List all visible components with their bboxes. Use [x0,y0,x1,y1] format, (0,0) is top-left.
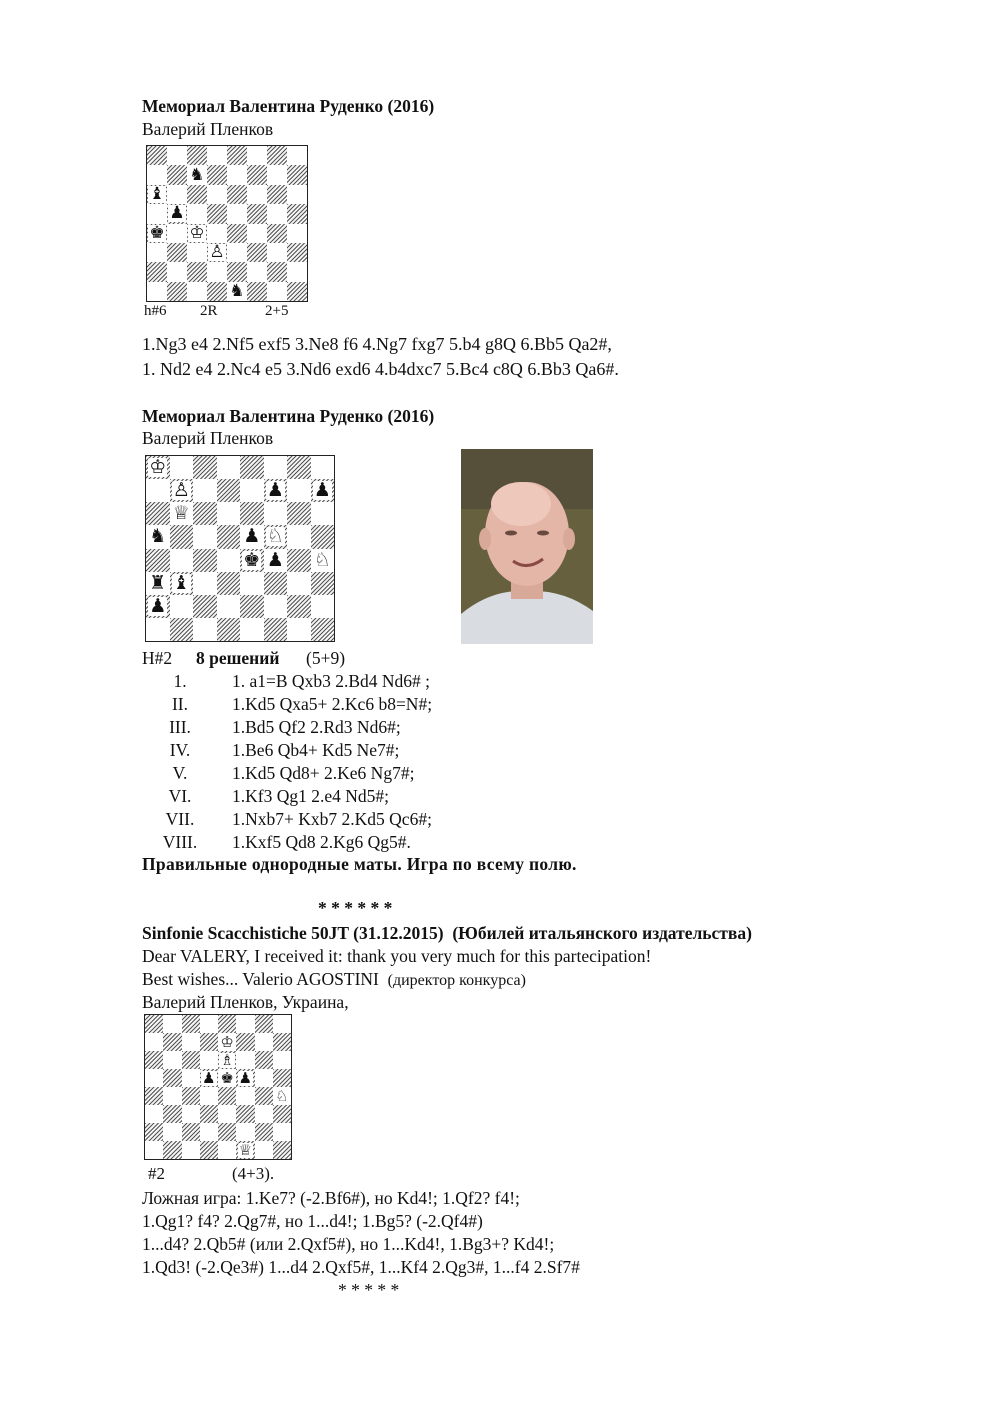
board-square-c2 [182,1123,200,1141]
board-square-h1 [311,618,335,641]
board-square-e1 [240,618,264,641]
board-square-h7 [311,479,335,502]
board-square-c5 [193,525,217,548]
chess-piece-b3: ♝ [172,571,190,594]
problem3-analysis-line-2: 1.Qg1? f4? 2.Qg7#, но 1...d4!; 1.Bg5? (-2.Qf4#) [142,1211,483,1231]
board-square-e3 [218,1105,236,1123]
board-square-b1 [170,618,194,641]
board-square-f1 [264,618,288,641]
board-square-f5 [236,1069,254,1087]
chess-piece-b5: ♟ [169,204,185,224]
problem1-author: Валерий Пленков [142,119,274,139]
chess-diagram-1 [146,145,308,302]
board-square-e6 [227,185,247,204]
board-square-h3 [311,572,335,595]
solution-number: III. [169,717,191,737]
board-square-d6 [217,502,241,525]
board-square-g5 [287,525,311,548]
board-square-h8 [273,1015,291,1033]
board-square-c4 [182,1087,200,1105]
board-square-c8 [193,456,217,479]
board-square-h5 [273,1069,291,1087]
board-square-a8 [147,146,167,165]
board-square-g5 [267,204,287,223]
board-square-b4 [170,549,194,572]
board-square-a8 [146,456,170,479]
board-square-a5 [147,204,167,223]
problem3-title [142,922,752,944]
board-square-d7 [217,479,241,502]
solution-text: 1.Kd5 Qd8+ 2.Ke6 Ng7#; [232,763,415,783]
board-square-b2 [167,262,187,281]
board-square-d3 [207,243,227,262]
problem3-title-note: (Юбилей итальянского издательства) [452,923,752,943]
board-square-a5 [145,1069,163,1087]
board-square-f3 [247,243,267,262]
board-square-h7 [287,165,307,184]
problem3-analysis-line-3: 1...d4? 2.Qb5# (или 2.Qxf5#), но 1...Kd4!, 1.Bg3+? Kd4!; [142,1234,555,1254]
board-square-h5 [287,204,307,223]
board-square-a4 [146,549,170,572]
solution-text: 1.Bd5 Qf2 2.Rd3 Nd6#; [232,717,401,737]
problem2-stipulation: H#2 [142,648,173,668]
board-square-d5 [200,1069,218,1087]
board-square-f5 [247,204,267,223]
problem3-author: Валерий Пленков, Украина, [142,992,349,1012]
chess-diagram-2 [145,455,335,642]
solution-number: IV. [169,740,191,760]
chess-piece-d5: ♟ [202,1069,216,1087]
board-square-g2 [287,595,311,618]
chess-piece-e7: ♔ [220,1033,234,1051]
board-square-e1 [227,282,247,301]
board-square-h3 [273,1105,291,1123]
board-square-c8 [182,1015,200,1033]
board-square-e4 [218,1087,236,1105]
board-square-d4 [200,1087,218,1105]
board-square-d2 [200,1123,218,1141]
board-square-b6 [167,185,187,204]
board-square-h6 [287,185,307,204]
board-square-a3 [146,572,170,595]
board-square-e5 [240,525,264,548]
board-square-e7 [240,479,264,502]
board-square-b3 [163,1105,181,1123]
solution-text: 1.Kxf5 Qd8 2.Kg6 Qg5#. [232,832,411,852]
board-square-h3 [287,243,307,262]
board-square-e8 [218,1015,236,1033]
board-square-h4 [311,549,335,572]
board-square-h1 [287,282,307,301]
solution-number: V. [172,763,188,783]
board-square-b7 [163,1033,181,1051]
board-square-e8 [227,146,247,165]
chess-piece-e6: ♗ [220,1051,234,1069]
board-square-c5 [187,204,207,223]
board-square-a1 [145,1141,163,1159]
board-square-f8 [264,456,288,479]
chess-piece-a4: ♚ [149,223,165,243]
board-square-f2 [264,595,288,618]
chess-piece-h4: ♘ [313,548,331,571]
board-square-e7 [218,1033,236,1051]
chess-piece-c7: ♞ [189,165,205,185]
board-square-c3 [193,572,217,595]
board-square-d1 [207,282,227,301]
problem2-solutions-count: 8 решений [196,648,280,668]
board-square-c2 [187,262,207,281]
chess-piece-f7: ♟ [266,479,284,502]
solution-number: VI. [168,786,192,806]
board-square-e4 [240,549,264,572]
board-square-c1 [193,618,217,641]
board-square-c5 [182,1069,200,1087]
solution-number: II. [171,694,189,714]
problem1-solution-line-1: 1.Ng3 e4 2.Nf5 exf5 3.Ne8 f6 4.Ng7 fxg7 5.b4 g8Q 6.Bb5 Qa2#, [142,334,612,354]
board-square-g7 [287,479,311,502]
chess-piece-b7: ♙ [172,479,190,502]
board-square-a1 [147,282,167,301]
chess-piece-a2: ♟ [149,594,167,617]
board-square-g8 [267,146,287,165]
author-portrait-image [461,449,593,644]
chess-diagram-3 [144,1014,292,1160]
board-square-d3 [217,572,241,595]
board-square-f4 [264,549,288,572]
board-square-d1 [217,618,241,641]
solution-text: 1.Kf3 Qg1 2.e4 Nd5#; [232,786,389,806]
problem3-letter-signature: Best wishes... Valerio AGOSTINI [142,969,379,989]
problem3-stipulation: #2 [148,1164,165,1183]
board-square-c4 [187,224,207,243]
board-square-a2 [146,595,170,618]
board-square-c4 [193,549,217,572]
board-square-f2 [247,262,267,281]
board-square-a7 [147,165,167,184]
board-square-d4 [207,224,227,243]
board-square-d7 [200,1033,218,1051]
board-square-b2 [163,1123,181,1141]
board-square-b8 [167,146,187,165]
board-square-b3 [167,243,187,262]
board-square-g6 [255,1051,273,1069]
problem1-stipulation: h#6 [144,303,167,319]
board-square-c3 [182,1105,200,1123]
board-square-d8 [217,456,241,479]
board-square-g3 [267,243,287,262]
board-square-f7 [247,165,267,184]
board-square-e2 [227,262,247,281]
board-square-a2 [145,1123,163,1141]
problem3-letter-line-2 [142,968,526,992]
chess-piece-f1: ♕ [238,1141,253,1159]
board-square-a8 [145,1015,163,1033]
board-square-d6 [200,1051,218,1069]
board-square-f1 [247,282,267,301]
board-square-f3 [236,1105,254,1123]
board-square-g3 [255,1105,273,1123]
board-square-d8 [207,146,227,165]
board-square-e6 [240,502,264,525]
board-square-a7 [146,479,170,502]
board-square-g4 [287,549,311,572]
board-square-e7 [227,165,247,184]
board-square-g5 [255,1069,273,1087]
board-square-b5 [167,204,187,223]
problem2-note: Правильные однородные маты. Игра по всему полю. [142,854,577,874]
problem3-analysis-line-1: Ложная игра: 1.Ke7? (-2.Bf6#), но Kd4!; 1.Qf2? f4!; [142,1188,520,1208]
board-square-d5 [217,525,241,548]
chess-piece-a5: ♞ [149,525,167,548]
board-square-b2 [170,595,194,618]
board-square-c6 [193,502,217,525]
board-square-f7 [264,479,288,502]
board-square-b1 [163,1141,181,1159]
board-square-h2 [311,595,335,618]
board-square-b3 [170,572,194,595]
chess-piece-a6: ♝ [149,184,165,204]
board-square-e5 [218,1069,236,1087]
board-square-g1 [287,618,311,641]
problem2-piece-count: (5+9) [306,648,346,668]
board-square-a5 [146,525,170,548]
board-square-b7 [170,479,194,502]
author-photo [461,449,593,644]
board-square-b1 [167,282,187,301]
board-square-c3 [187,243,207,262]
solution-number: 1. [173,671,187,691]
board-square-g6 [287,502,311,525]
board-square-d1 [200,1141,218,1159]
board-square-c8 [187,146,207,165]
board-square-a6 [146,502,170,525]
board-square-h4 [273,1087,291,1105]
board-square-c2 [193,595,217,618]
board-square-g8 [255,1015,273,1033]
problem3-piece-count: (4+3). [232,1164,275,1183]
board-square-a6 [147,185,167,204]
board-square-d8 [200,1015,218,1033]
board-square-h4 [287,224,307,243]
board-square-c6 [187,185,207,204]
board-square-b5 [170,525,194,548]
board-square-d7 [207,165,227,184]
board-square-a4 [147,224,167,243]
board-square-g1 [267,282,287,301]
board-square-h2 [287,262,307,281]
board-square-f7 [236,1033,254,1051]
board-square-c7 [182,1033,200,1051]
chess-piece-e5: ♚ [220,1069,234,1087]
board-square-h2 [273,1123,291,1141]
board-square-f6 [264,502,288,525]
board-square-g2 [267,262,287,281]
board-square-g8 [287,456,311,479]
problem1-solution-line-2: 1. Nd2 e4 2.Nc4 e5 3.Nd6 exd6 4.b4dxc7 5.Bc4 c8Q 6.Bb3 Qa6#. [142,359,619,379]
board-square-c6 [182,1051,200,1069]
chess-piece-c4: ♔ [189,223,205,243]
board-square-b5 [163,1069,181,1087]
board-square-e4 [227,224,247,243]
board-square-g3 [287,572,311,595]
board-square-e2 [218,1123,236,1141]
board-square-g4 [267,224,287,243]
chess-piece-a3: ♜ [149,571,167,594]
board-square-e2 [240,595,264,618]
board-square-g1 [255,1141,273,1159]
board-square-g2 [255,1123,273,1141]
board-square-d2 [217,595,241,618]
board-square-e8 [240,456,264,479]
problem2-author: Валерий Пленков [142,428,274,448]
board-square-d3 [200,1105,218,1123]
board-square-b4 [167,224,187,243]
board-square-h8 [311,456,335,479]
board-square-a1 [146,618,170,641]
board-square-c1 [182,1141,200,1159]
chess-piece-f5: ♟ [238,1069,253,1087]
board-square-g4 [255,1087,273,1105]
chess-piece-h4: ♘ [275,1087,289,1105]
chess-piece-d3: ♙ [209,242,225,263]
board-square-g7 [255,1033,273,1051]
chess-piece-f5: ♘ [266,525,284,548]
chess-piece-a8: ♔ [149,456,167,479]
solution-text: 1. a1=B Qxb3 2.Bd4 Nd6# ; [232,671,430,691]
board-square-g7 [267,165,287,184]
board-square-f3 [264,572,288,595]
board-square-b6 [170,502,194,525]
problem3-letter-line-1: Dear VALERY, I received it: thank you very much for this partecipation! [142,946,652,966]
board-square-e3 [240,572,264,595]
board-square-h6 [273,1051,291,1069]
separator-stars-2: * * * * * [338,1280,400,1300]
board-square-h1 [273,1141,291,1159]
problem1-solutions-count: 2R [200,303,218,319]
board-square-h7 [273,1033,291,1051]
solution-number: VII. [165,809,195,829]
board-square-a7 [145,1033,163,1051]
board-square-d6 [207,185,227,204]
board-square-f5 [264,525,288,548]
board-square-a6 [145,1051,163,1069]
board-square-h5 [311,525,335,548]
board-square-e5 [227,204,247,223]
chess-piece-f4: ♟ [266,548,284,571]
solution-text: 1.Kd5 Qxa5+ 2.Kc6 b8=N#; [232,694,433,714]
solution-text: 1.Be6 Qb4+ Kd5 Ne7#; [232,740,400,760]
solution-text: 1.Nxb7+ Kxb7 2.Kd5 Qc6#; [232,809,432,829]
board-square-h6 [311,502,335,525]
board-square-c7 [193,479,217,502]
board-square-d2 [207,262,227,281]
problem3-analysis-line-4: 1.Qd3! (-2.Qe3#) 1...d4 2.Qxf5#, 1...Kf4 2.Qg3#, 1...f4 2.Sf7# [142,1257,580,1277]
separator-stars-1: * * * * * * [318,898,393,918]
chess-piece-e4: ♚ [243,548,261,571]
problem3-letter-role: (директор конкурса) [387,972,526,989]
board-square-h8 [287,146,307,165]
board-square-f8 [236,1015,254,1033]
board-square-f4 [236,1087,254,1105]
problem2-title: Мемориал Валентина Руденко (2016) [142,406,435,426]
chess-piece-b6: ♕ [172,502,190,525]
board-square-f6 [247,185,267,204]
chess-piece-h7: ♟ [313,479,331,502]
board-square-e6 [218,1051,236,1069]
problem3-title-main: Sinfonie Scacchistiche 50JT (31.12.2015) [142,923,444,943]
board-square-e3 [227,243,247,262]
problem1-title: Мемориал Валентина Руденко (2016) [142,96,435,116]
board-square-f1 [236,1141,254,1159]
board-square-e1 [218,1141,236,1159]
board-square-d5 [207,204,227,223]
board-square-g6 [267,185,287,204]
board-square-b8 [170,456,194,479]
board-square-f6 [236,1051,254,1069]
chess-piece-e1: ♞ [229,281,245,301]
chess-piece-e5: ♟ [243,525,261,548]
board-square-a3 [145,1105,163,1123]
board-square-a2 [147,262,167,281]
board-square-c1 [187,282,207,301]
board-square-a4 [145,1087,163,1105]
board-square-b6 [163,1051,181,1069]
board-square-c7 [187,165,207,184]
solution-number: VIII. [162,832,198,852]
problem1-piece-count: 2+5 [265,303,289,319]
board-square-a3 [147,243,167,262]
board-square-b8 [163,1015,181,1033]
board-square-d4 [217,549,241,572]
board-square-b7 [167,165,187,184]
board-square-b4 [163,1087,181,1105]
board-square-f4 [247,224,267,243]
board-square-f2 [236,1123,254,1141]
board-square-f8 [247,146,267,165]
